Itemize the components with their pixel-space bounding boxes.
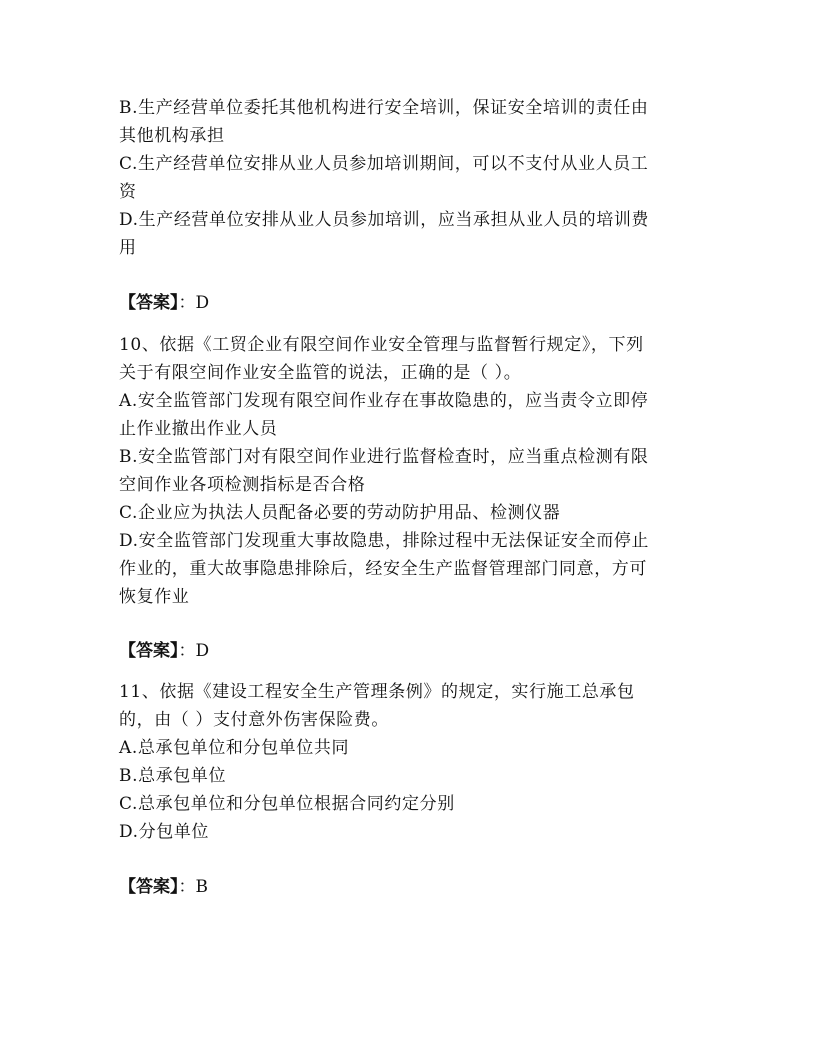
q10-stem-line1: 10、依据《工贸企业有限空间作业安全管理与监督暂行规定》，下列 xyxy=(119,335,644,355)
answer-value: D xyxy=(195,293,210,313)
q11-option-d: D.分包单位 xyxy=(119,822,210,842)
q10-option-d-line2: 作业的，重大故事隐患排除后，经安全生产监督管理部门同意，方可 xyxy=(119,559,647,579)
answer-label: 【答案】 xyxy=(119,293,179,313)
q11-stem-line2: 的，由（ ）支付意外伤害保险费。 xyxy=(119,710,390,730)
q11-option-b: B.总承包单位 xyxy=(119,766,227,786)
answer-separator: ： xyxy=(178,877,196,897)
q9-answer xyxy=(119,289,209,317)
q11-answer xyxy=(119,873,208,901)
q11-stem-line1: 11、依据《建设工程安全生产管理条例》的规定，实行施工总承包 xyxy=(119,682,635,702)
q10-option-d-line1: D.安全监管部门发现重大事故隐患，排除过程中无法保证安全而停止 xyxy=(119,531,650,551)
answer-separator: ： xyxy=(178,641,196,661)
q10-option-c-line1: C.企业应为执法人员配备必要的劳动防护用品、检测仪器 xyxy=(119,503,561,523)
q9-option-d-line1: D.生产经营单位安排从业人员参加培训，应当承担从业人员的培训费 xyxy=(119,210,650,230)
q10-option-b-line2: 空间作业各项检测指标是否合格 xyxy=(119,475,366,495)
q10-option-d-line3: 恢复作业 xyxy=(119,587,190,607)
answer-label: 【答案】 xyxy=(119,641,179,661)
q11-option-a: A.总承包单位和分包单位共同 xyxy=(119,738,350,758)
answer-label: 【答案】 xyxy=(119,877,179,897)
answer-value: B xyxy=(195,877,208,897)
q9-option-c-line1: C.生产经营单位安排从业人员参加培训期间，可以不支付从业人员工 xyxy=(119,154,649,174)
q10-option-a-line1: A.安全监管部门发现有限空间作业存在事故隐患的，应当责令立即停 xyxy=(119,391,649,411)
answer-value: D xyxy=(195,641,210,661)
q9-option-b-line2: 其他机构承担 xyxy=(119,126,225,146)
q9-option-c-line2: 资 xyxy=(119,182,137,202)
q10-stem-line2: 关于有限空间作业安全监管的说法，正确的是（ ）。 xyxy=(119,363,522,383)
answer-separator: ： xyxy=(178,293,196,313)
q10-answer xyxy=(119,637,209,665)
q11-option-c: C.总承包单位和分包单位根据合同约定分别 xyxy=(119,794,455,814)
q10-option-b-line1: B.安全监管部门对有限空间作业进行监督检查时，应当重点检测有限 xyxy=(119,447,649,467)
q9-option-b-line1: B.生产经营单位委托其他机构进行安全培训，保证安全培训的责任由 xyxy=(119,98,649,118)
q10-option-a-line2: 止作业撤出作业人员 xyxy=(119,419,278,439)
q9-option-d-line2: 用 xyxy=(119,238,137,258)
